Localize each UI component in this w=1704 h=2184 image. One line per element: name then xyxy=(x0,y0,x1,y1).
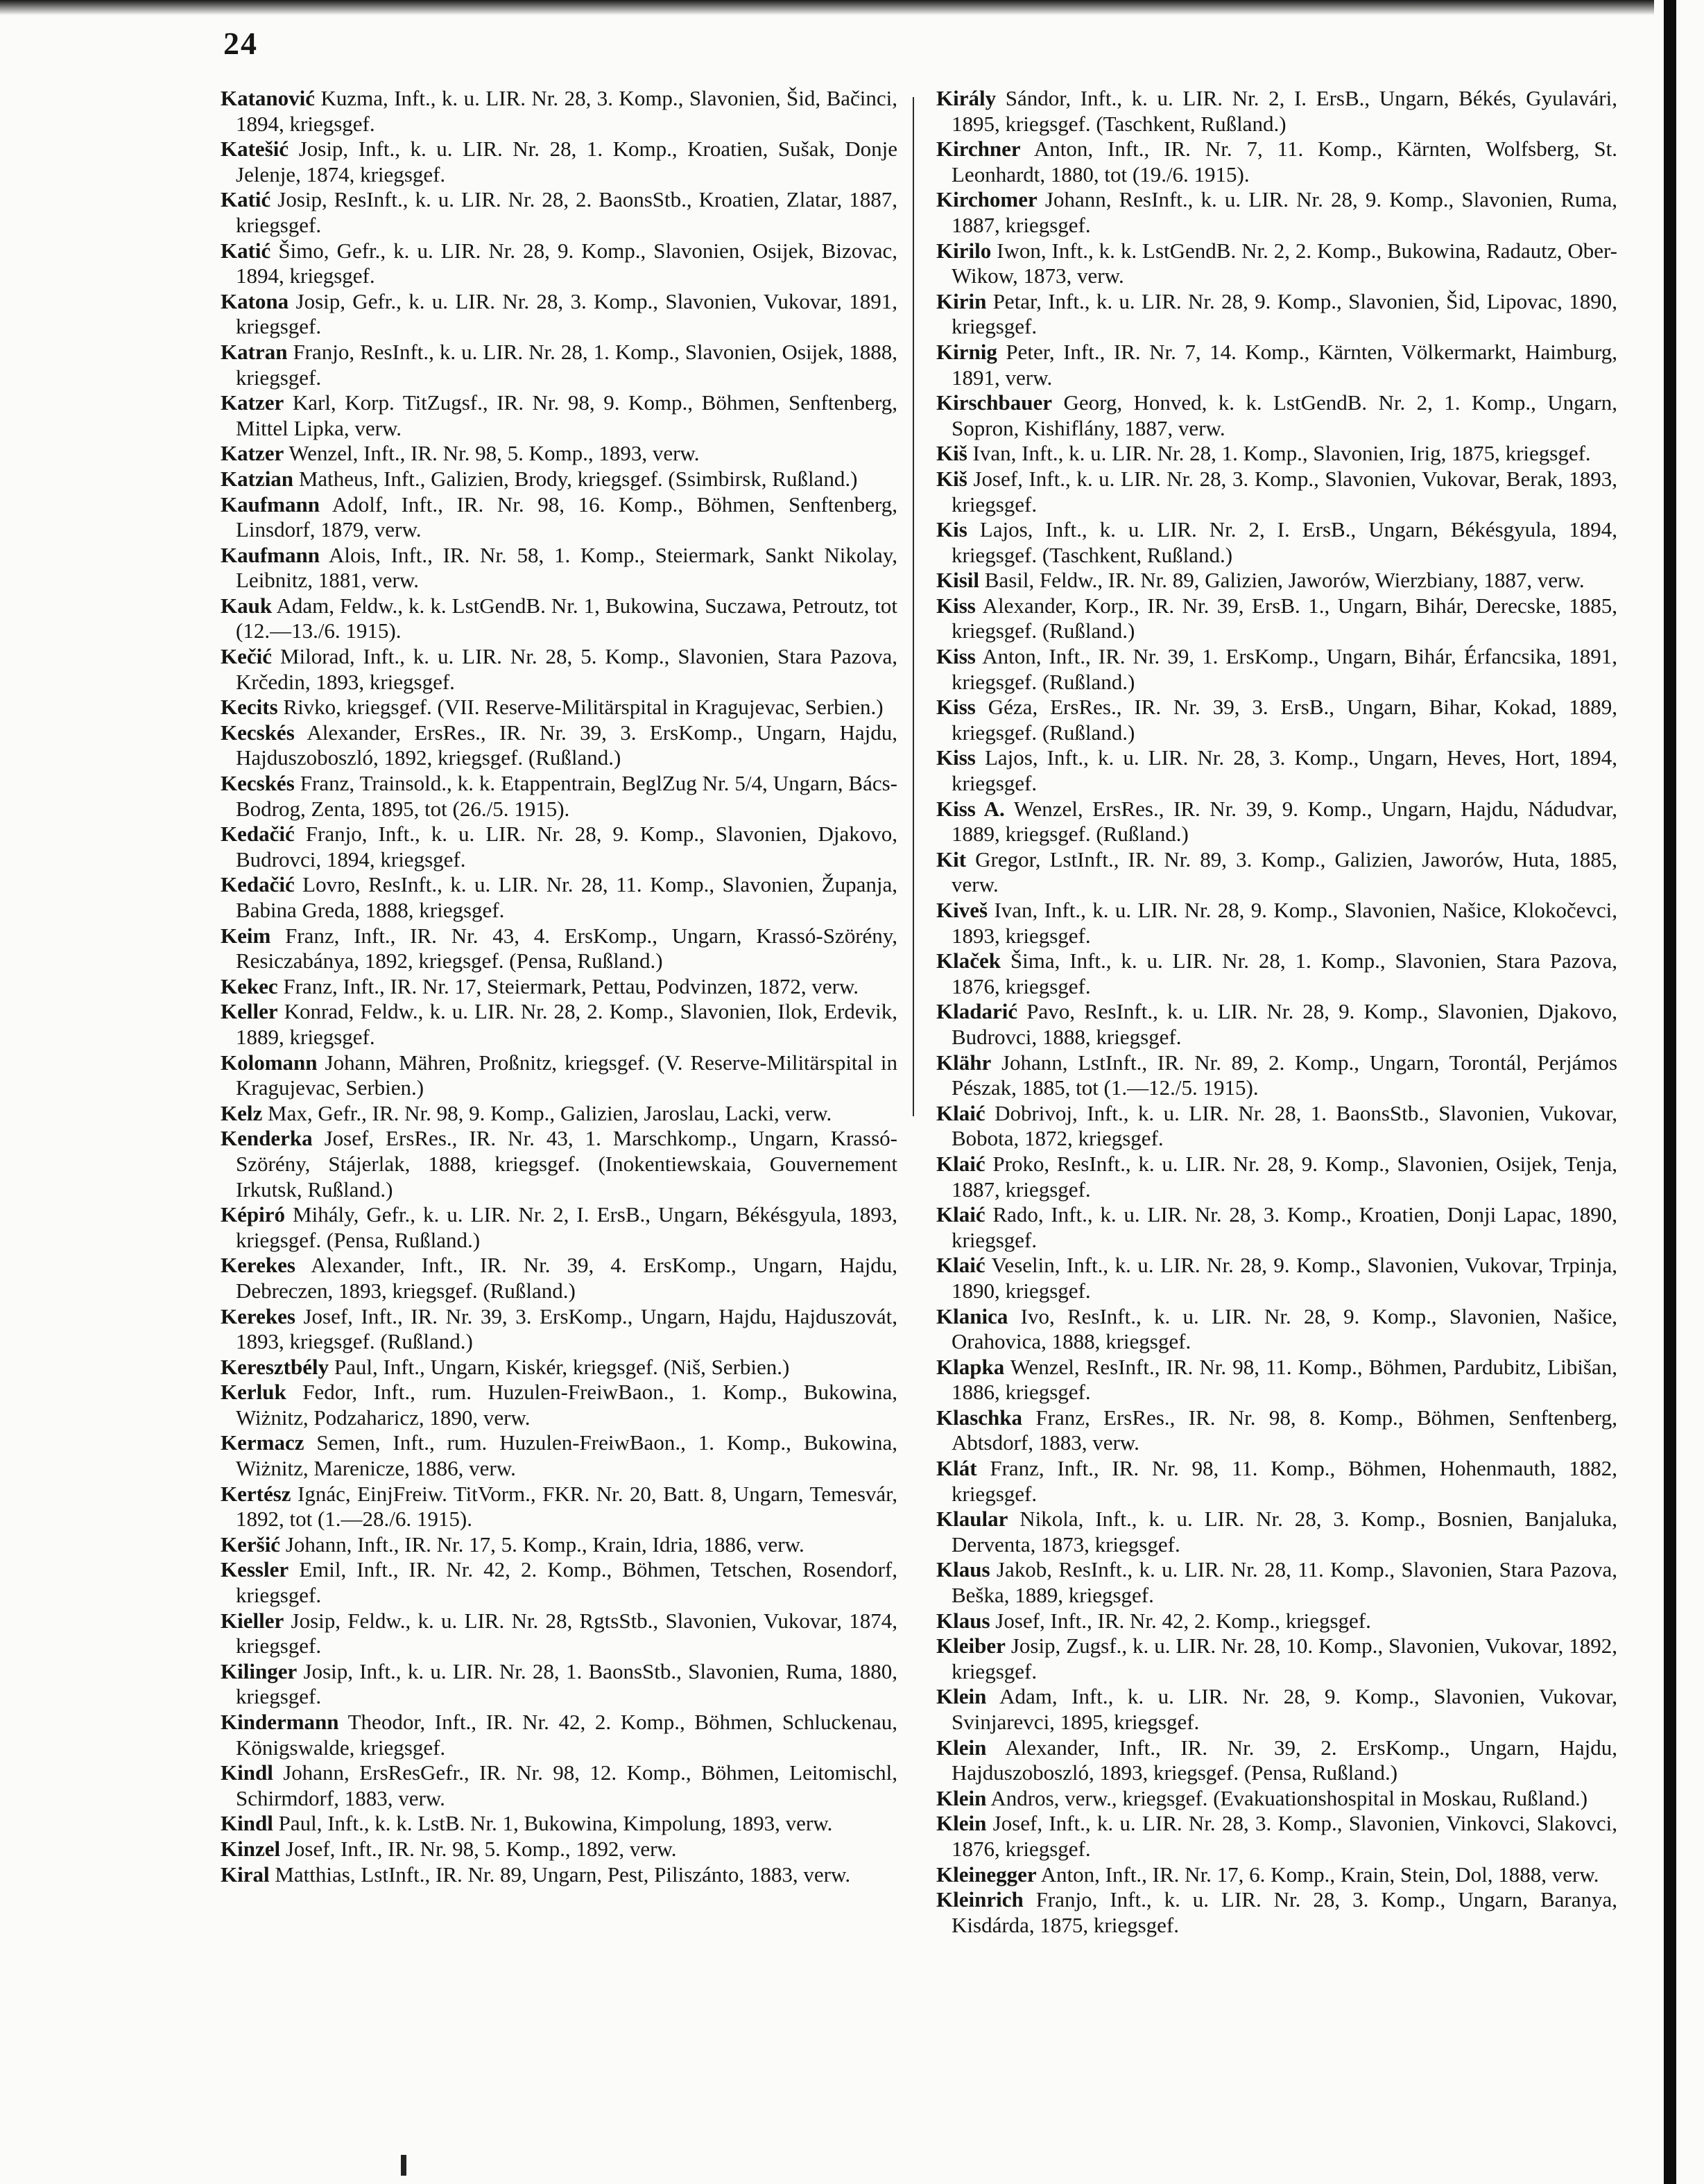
entry-details: Johann, ErsResGefr., IR. Nr. 98, 12. Komp., Böhmen, Leitomischl, Schirmdorf, 1883, verw. xyxy=(236,1760,897,1810)
column-divider xyxy=(913,97,914,1116)
register-entry xyxy=(936,593,1617,644)
entry-surname: Katzian xyxy=(221,466,294,491)
entry-details: Šimo, Gefr., k. u. LIR. Nr. 28, 9. Komp., Slavonien, Osijek, Bizovac, 1894, kriegsgef. xyxy=(236,238,898,288)
register-entry xyxy=(221,1862,897,1888)
entry-details: Adolf, Inft., IR. Nr. 98, 16. Komp., Böhmen, Senftenberg, Linsdorf, 1879, verw. xyxy=(236,492,897,542)
entry-surname: Kiral xyxy=(221,1862,270,1887)
left-column xyxy=(221,86,897,1887)
entry-details: Sándor, Inft., k. u. LIR. Nr. 2, I. ErsB., Ungarn, Békés, Gyulavári, 1895, kriegsgef. (Taschkent, Rußland.) xyxy=(952,86,1617,136)
entry-details: Franz, Inft., IR. Nr. 98, 11. Komp., Böhmen, Hohenmauth, 1882, kriegsgef. xyxy=(952,1456,1618,1506)
register-entry xyxy=(221,239,897,289)
register-entry xyxy=(221,720,897,771)
entry-details: Johann, Inft., IR. Nr. 17, 5. Komp., Krain, Idria, 1886, verw. xyxy=(285,1532,804,1557)
register-entry xyxy=(936,1811,1617,1862)
entry-surname: Kleinrich xyxy=(936,1887,1024,1912)
entry-details: Peter, Inft., IR. Nr. 7, 14. Komp., Kärnten, Völkermarkt, Haimburg, 1891, verw. xyxy=(952,339,1617,390)
entry-details: Gregor, LstInft., IR. Nr. 89, 3. Komp., Galizien, Jaworów, Huta, 1885, verw. xyxy=(952,847,1617,897)
register-entry xyxy=(221,822,897,872)
entry-surname: Klein xyxy=(936,1811,987,1836)
entry-surname: Klein xyxy=(936,1785,987,1810)
entry-surname: Kieller xyxy=(221,1608,284,1633)
entry-surname: Kleiber xyxy=(936,1633,1006,1658)
entry-surname: Keim xyxy=(221,923,271,948)
register-entry xyxy=(936,847,1617,898)
register-entry xyxy=(221,441,897,467)
entry-surname: Klaus xyxy=(936,1608,990,1633)
entry-details: Paul, Inft., Ungarn, Kiskér, kriegsgef. (Niš, Serbien.) xyxy=(334,1354,790,1379)
entry-details: Josip, Gefr., k. u. LIR. Nr. 28, 3. Komp., Slavonien, Vukovar, 1891, kriegsgef. xyxy=(236,288,897,339)
entry-details: Mihály, Gefr., k. u. LIR. Nr. 2, I. ErsB., Ungarn, Békésgyula, 1893, kriegsgef. (Pensa, Rußland.) xyxy=(236,1202,897,1252)
entry-surname: Klát xyxy=(936,1456,977,1481)
entry-details: Josip, Feldw., k. u. LIR. Nr. 28, RgtsStb., Slavonien, Vukovar, 1874, kriegsgef. xyxy=(236,1608,897,1658)
entry-details: Anton, Inft., IR. Nr. 17, 6. Komp., Krain, Stein, Dol, 1888, verw. xyxy=(1040,1862,1599,1887)
entry-details: Basil, Feldw., IR. Nr. 89, Galizien, Jaworów, Wierzbiany, 1887, verw. xyxy=(984,568,1585,593)
entry-surname: Klein xyxy=(936,1684,987,1709)
entry-details: Ivo, ResInft., k. u. LIR. Nr. 28, 9. Komp., Slavonien, Našice, Orahovica, 1888, kriegsgef. xyxy=(952,1303,1617,1354)
register-entry xyxy=(221,1304,897,1355)
entry-details: Lajos, Inft., k. u. LIR. Nr. 28, 3. Komp., Ungarn, Heves, Hort, 1894, kriegsgef. xyxy=(952,745,1617,796)
register-entry xyxy=(221,1710,897,1760)
entry-surname: Klaschka xyxy=(936,1405,1023,1430)
register-entry xyxy=(936,137,1617,187)
entry-details: Franjo, ResInft., k. u. LIR. Nr. 28, 1. Komp., Slavonien, Osijek, 1888, kriegsgef. xyxy=(236,339,897,390)
register-entry xyxy=(221,1355,897,1380)
right-column xyxy=(936,86,1617,1938)
register-entry xyxy=(936,1735,1617,1786)
register-entry xyxy=(221,1659,897,1710)
entry-details: Proko, ResInft., k. u. LIR. Nr. 28, 9. Komp., Slavonien, Osijek, Tenja, 1887, kriegsgef. xyxy=(952,1151,1618,1202)
register-entry xyxy=(221,1126,897,1202)
entry-surname: Kiš xyxy=(936,466,967,491)
entry-surname: Kenderka xyxy=(221,1126,313,1151)
entry-details: Theodor, Inft., IR. Nr. 42, 2. Komp., Böhmen, Schluckenau, Königswalde, kriegsgef. xyxy=(236,1710,897,1760)
register-entry xyxy=(936,898,1617,948)
entry-surname: Katić xyxy=(221,238,271,263)
register-entry xyxy=(221,1760,897,1811)
register-entry xyxy=(936,289,1617,340)
register-entry xyxy=(936,745,1617,796)
entry-surname: Keršić xyxy=(221,1532,281,1557)
entry-surname: Kermacz xyxy=(221,1430,304,1455)
register-entry xyxy=(221,390,897,441)
register-entry xyxy=(936,1355,1617,1405)
register-entry xyxy=(221,974,897,1000)
register-entry xyxy=(221,924,897,974)
register-entry xyxy=(221,1253,897,1303)
entry-details: Andros, verw., kriegsgef. (Evakuationshospital in Moskau, Rußland.) xyxy=(990,1785,1588,1810)
register-entry xyxy=(936,441,1617,467)
register-entry xyxy=(936,517,1617,568)
register-entry xyxy=(936,1633,1617,1684)
entry-surname: Kit xyxy=(936,847,967,872)
register-entry xyxy=(936,1862,1617,1888)
entry-surname: Klein xyxy=(936,1735,987,1760)
register-entry xyxy=(936,1202,1617,1253)
entry-details: Franz, Inft., IR. Nr. 17, Steiermark, Pettau, Podvinzen, 1872, verw. xyxy=(283,973,859,998)
entry-surname: Kiss xyxy=(936,695,976,720)
register-entry xyxy=(936,644,1617,695)
register-entry xyxy=(221,593,897,644)
entry-surname: Klaus xyxy=(936,1557,990,1582)
entry-details: Franz, ErsRes., IR. Nr. 98, 8. Komp., Böhmen, Senftenberg, Abtsdorf, 1883, verw. xyxy=(952,1405,1617,1455)
entry-surname: Kiveš xyxy=(936,898,988,922)
entry-surname: Katić xyxy=(221,187,271,212)
entry-surname: Kedačić xyxy=(221,872,295,897)
register-entry xyxy=(936,467,1617,517)
entry-details: Karl, Korp. TitZugsf., IR. Nr. 98, 9. Komp., Böhmen, Senftenberg, Mittel Lipka, verw. xyxy=(236,390,897,440)
entry-surname: Kisil xyxy=(936,568,980,593)
entry-surname: Kis xyxy=(936,517,967,542)
register-entry xyxy=(936,797,1617,847)
entry-details: Franz, Trainsold., k. k. Etappentrain, BeglZug Nr. 5/4, Ungarn, Bács-Bodrog, Zenta, 1895, tot (26./5. 1915). xyxy=(236,771,897,821)
entry-surname: Kecskés xyxy=(221,720,295,745)
register-entry xyxy=(936,948,1617,999)
register-entry xyxy=(936,1304,1617,1355)
entry-surname: Kertész xyxy=(221,1481,291,1506)
register-entry xyxy=(221,1557,897,1608)
entry-details: Josip, ResInft., k. u. LIR. Nr. 28, 2. BaonsStb., Kroatien, Zlatar, 1887, kriegsgef. xyxy=(236,187,898,237)
entry-details: Rivko, kriegsgef. (VII. Reserve-Militärspital in Kragujevac, Serbien.) xyxy=(283,695,884,720)
entry-surname: Katzer xyxy=(221,390,284,415)
entry-surname: Kindl xyxy=(221,1811,273,1836)
register-entry xyxy=(936,1405,1617,1456)
register-entry xyxy=(221,1609,897,1659)
register-entry xyxy=(221,340,897,390)
entry-details: Alexander, Inft., IR. Nr. 39, 2. ErsKomp., Ungarn, Hajdu, Hajduszoboszló, 1893, kriegsgef. (Pensa, Rußland.) xyxy=(952,1735,1618,1785)
scan-right-edge xyxy=(1654,0,1704,2184)
entry-surname: Klaić xyxy=(936,1202,986,1227)
entry-details: Šima, Inft., k. u. LIR. Nr. 28, 1. Komp., Slavonien, Stara Pazova, 1876, kriegsgef. xyxy=(952,948,1617,998)
entry-surname: Kedačić xyxy=(221,822,295,847)
register-entry xyxy=(221,1532,897,1558)
register-entry xyxy=(936,340,1617,390)
entry-surname: Kaufmann xyxy=(221,492,320,517)
entry-surname: Kindermann xyxy=(221,1710,339,1734)
entry-surname: Katzer xyxy=(221,441,284,466)
entry-surname: Keller xyxy=(221,999,278,1024)
entry-surname: Kilinger xyxy=(221,1658,298,1683)
entry-surname: Képiró xyxy=(221,1202,285,1227)
register-entry xyxy=(221,1380,897,1430)
entry-details: Josef, Inft., IR. Nr. 39, 3. ErsKomp., Ungarn, Hajdu, Hajduszovát, 1893, kriegsgef. (Rußland.) xyxy=(236,1303,897,1354)
register-entry xyxy=(936,1609,1617,1634)
entry-surname: Kirnig xyxy=(936,339,997,364)
entry-surname: Klaić xyxy=(936,1253,986,1278)
entry-details: Josip, Inft., k. u. LIR. Nr. 28, 1. Komp., Kroatien, Sušak, Donje Jelenje, 1874, kriegsgef. xyxy=(236,137,898,187)
entry-details: Nikola, Inft., k. u. LIR. Nr. 28, 3. Komp., Bosnien, Banjaluka, Derventa, 1873, kriegsgef. xyxy=(952,1507,1617,1557)
entry-details: Semen, Inft., rum. Huzulen-FreiwBaon., 1. Komp., Bukowina, Wiżnitz, Marenicze, 1886, verw. xyxy=(236,1430,898,1481)
entry-details: Josip, Zugsf., k. u. LIR. Nr. 28, 10. Komp., Slavonien, Vukovar, 1892, kriegsgef. xyxy=(952,1633,1618,1683)
register-entry xyxy=(936,999,1617,1050)
entry-surname: Klapka xyxy=(936,1354,1005,1379)
register-entry xyxy=(221,86,897,137)
entry-details: Ignác, EinjFreiw. TitVorm., FKR. Nr. 20, Batt. 8, Ungarn, Temesvár, 1892, tot (1.—28./6. 1915). xyxy=(236,1481,898,1532)
register-entry xyxy=(221,1837,897,1862)
entry-details: Adam, Feldw., k. k. LstGendB. Nr. 1, Bukowina, Suczawa, Petroutz, tot (12.—13./6. 1915). xyxy=(236,593,897,643)
register-entry xyxy=(936,1887,1617,1938)
entry-details: Pavo, ResInft., k. u. LIR. Nr. 28, 9. Komp., Slavonien, Djakovo, Budrovci, 1888, kriegsgef. xyxy=(952,999,1617,1049)
register-entry xyxy=(221,492,897,543)
register-entry xyxy=(936,1456,1617,1507)
entry-details: Konrad, Feldw., k. u. LIR. Nr. 28, 2. Komp., Slavonien, Ilok, Erdevik, 1889, kriegsgef. xyxy=(236,999,898,1049)
entry-surname: Kiss xyxy=(936,644,976,669)
entry-details: Wenzel, ResInft., IR. Nr. 98, 11. Komp., Böhmen, Pardubitz, Libišan, 1886, kriegsgef. xyxy=(952,1354,1617,1405)
entry-details: Josef, Inft., IR. Nr. 98, 5. Komp., 1892, verw. xyxy=(285,1836,677,1861)
entry-surname: Kirilo xyxy=(936,238,992,263)
entry-surname: Kekec xyxy=(221,973,278,998)
entry-surname: Kelz xyxy=(221,1100,263,1125)
entry-surname: Kladarić xyxy=(936,999,1018,1024)
register-entry xyxy=(936,390,1617,441)
entry-details: Georg, Honved, k. k. LstGendB. Nr. 2, 1. Komp., Ungarn, Sopron, Kishiflány, 1887, verw. xyxy=(952,390,1617,440)
entry-details: Alexander, Korp., IR. Nr. 39, ErsB. 1., Ungarn, Bihár, Derecske, 1885, kriegsgef. (Rußland.) xyxy=(952,593,1618,643)
entry-surname: Kleinegger xyxy=(936,1862,1037,1887)
entry-details: Iwon, Inft., k. k. LstGendB. Nr. 2, 2. Komp., Bukowina, Radautz, Ober-Wikow, 1873, verw. xyxy=(952,238,1617,288)
entry-details: Jakob, ResInft., k. u. LIR. Nr. 28, 11. Komp., Slavonien, Stara Pazova, Beška, 1889, kriegsgef. xyxy=(952,1557,1617,1608)
entry-surname: Király xyxy=(936,86,997,110)
entry-surname: Kecits xyxy=(221,695,278,720)
entry-details: Franjo, Inft., k. u. LIR. Nr. 28, 3. Komp., Ungarn, Baranya, Kisdárda, 1875, kriegsgef. xyxy=(952,1887,1617,1937)
entry-details: Johann, Mähren, Proßnitz, kriegsgef. (V. Reserve-Militärspital in Kragujevac, Serbien.) xyxy=(236,1050,898,1100)
register-entry xyxy=(936,695,1617,745)
entry-details: Lovro, ResInft., k. u. LIR. Nr. 28, 11. Komp., Slavonien, Županja, Babina Greda, 1888, kriegsgef. xyxy=(236,872,897,922)
register-entry xyxy=(221,289,897,340)
entry-surname: Katran xyxy=(221,339,288,364)
entry-details: Max, Gefr., IR. Nr. 98, 9. Komp., Galizien, Jaroslau, Lacki, verw. xyxy=(268,1100,832,1125)
entry-surname: Kirschbauer xyxy=(936,390,1053,415)
entry-surname: Kauk xyxy=(221,593,273,618)
register-entry xyxy=(936,239,1617,289)
entry-details: Lajos, Inft., k. u. LIR. Nr. 2, I. ErsB., Ungarn, Békésgyula, 1894, kriegsgef. (Taschkent, Rußland.) xyxy=(952,517,1618,567)
entry-details: Fedor, Inft., rum. Huzulen-FreiwBaon., 1. Komp., Bukowina, Wiżnitz, Podzaharicz, 1890, verw. xyxy=(236,1380,897,1430)
entry-details: Milorad, Inft., k. u. LIR. Nr. 28, 5. Komp., Slavonien, Stara Pazova, Krčedin, 1893, kriegsgef. xyxy=(236,644,897,694)
entry-surname: Kerekes xyxy=(221,1253,295,1278)
entry-surname: Kaufmann xyxy=(221,542,320,567)
entry-surname: Kirchner xyxy=(936,137,1021,162)
entry-details: Wenzel, ErsRes., IR. Nr. 39, 9. Komp., Ungarn, Hajdu, Nádudvar, 1889, kriegsgef. (Rußland.) xyxy=(952,796,1617,847)
entry-surname: Katanović xyxy=(221,86,316,110)
register-entry xyxy=(221,1050,897,1101)
register-entry xyxy=(936,1557,1617,1608)
entry-details: Ivan, Inft., k. u. LIR. Nr. 28, 9. Komp., Slavonien, Našice, Klokočevci, 1893, kriegsgef. xyxy=(952,898,1618,948)
page-number: 24 xyxy=(223,26,258,61)
entry-details: Adam, Inft., k. u. LIR. Nr. 28, 9. Komp., Slavonien, Vukovar, Svinjarevci, 1895, kriegsgef. xyxy=(952,1684,1617,1734)
entry-surname: Kinzel xyxy=(221,1836,281,1861)
register-entry xyxy=(221,187,897,238)
scan-border-bar xyxy=(1664,0,1676,2184)
entry-surname: Katešić xyxy=(221,137,289,162)
scan-top-edge xyxy=(0,0,1704,15)
entry-surname: Klanica xyxy=(936,1303,1008,1328)
entry-details: Johann, ResInft., k. u. LIR. Nr. 28, 9. Komp., Slavonien, Ruma, 1887, kriegsgef. xyxy=(952,187,1618,237)
entry-surname: Klaular xyxy=(936,1507,1008,1532)
entry-details: Franjo, Inft., k. u. LIR. Nr. 28, 9. Komp., Slavonien, Djakovo, Budrovci, 1894, kriegsgef. xyxy=(236,822,897,872)
entry-details: Josef, ErsRes., IR. Nr. 43, 1. Marschkomp., Ungarn, Krassó-Szörény, Stájerlak, 1888, kriegsgef. (Inokentiewskaia, Gouvernement Irkutsk, Rußland.) xyxy=(236,1126,897,1202)
entry-details: Emil, Inft., IR. Nr. 42, 2. Komp., Böhmen, Tetschen, Rosendorf, kriegsgef. xyxy=(236,1557,897,1608)
register-entry xyxy=(221,543,897,593)
entry-surname: Kirchomer xyxy=(936,187,1038,212)
entry-details: Johann, LstInft., IR. Nr. 89, 2. Komp., Ungarn, Torontál, Perjámos Pészak, 1885, tot (1.—12./5. 1915). xyxy=(952,1050,1618,1100)
entry-details: Alexander, Inft., IR. Nr. 39, 4. ErsKomp., Ungarn, Hajdu, Debreczen, 1893, kriegsgef. (Rußland.) xyxy=(236,1253,897,1303)
entry-details: Anton, Inft., IR. Nr. 39, 1. ErsKomp., Ungarn, Bihár, Érfancsika, 1891, kriegsgef. (Rußland.) xyxy=(952,644,1617,694)
entry-surname: Kiss xyxy=(936,745,976,770)
entry-surname: Keresztbély xyxy=(221,1354,329,1379)
register-entry xyxy=(936,187,1617,238)
entry-surname: Klaić xyxy=(936,1151,986,1176)
entry-details: Kuzma, Inft., k. u. LIR. Nr. 28, 3. Komp., Slavonien, Šid, Bačinci, 1894, kriegsgef. xyxy=(236,86,898,136)
register-entry xyxy=(221,1482,897,1532)
entry-surname: Kiss xyxy=(936,593,976,618)
register-entry xyxy=(936,1253,1617,1303)
entry-details: Anton, Inft., IR. Nr. 7, 11. Komp., Kärnten, Wolfsberg, St. Leonhardt, 1880, tot (19./6. 1915). xyxy=(952,137,1617,187)
entry-details: Alois, Inft., IR. Nr. 58, 1. Komp., Steiermark, Sankt Nikolay, Leibnitz, 1881, verw. xyxy=(236,542,897,593)
register-entry xyxy=(936,1786,1617,1812)
register-entry xyxy=(221,771,897,822)
entry-details: Dobrivoj, Inft., k. u. LIR. Nr. 28, 1. BaonsStb., Slavonien, Vukovar, Bobota, 1872, kriegsgef. xyxy=(952,1100,1618,1151)
register-entry xyxy=(221,1202,897,1253)
register-entry xyxy=(936,1684,1617,1735)
entry-details: Franz, Inft., IR. Nr. 43, 4. ErsKomp., Ungarn, Krassó-Szörény, Resiczabánya, 1892, kriegsgef. (Pensa, Rußland.) xyxy=(236,923,898,973)
entry-details: Josip, Inft., k. u. LIR. Nr. 28, 1. BaonsStb., Slavonien, Ruma, 1880, kriegsgef. xyxy=(236,1658,898,1709)
entry-details: Veselin, Inft., k. u. LIR. Nr. 28, 9. Komp., Slavonien, Vukovar, Trpinja, 1890, kriegsgef. xyxy=(952,1253,1617,1303)
register-entry xyxy=(221,999,897,1050)
entry-details: Matthias, LstInft., IR. Nr. 89, Ungarn, Pest, Piliszánto, 1883, verw. xyxy=(275,1862,851,1887)
entry-details: Rado, Inft., k. u. LIR. Nr. 28, 3. Komp., Kroatien, Donji Lapac, 1890, kriegsgef. xyxy=(952,1202,1618,1252)
register-entry xyxy=(221,467,897,492)
register-entry xyxy=(221,1430,897,1481)
entry-surname: Kirin xyxy=(936,288,987,313)
entry-surname: Kečić xyxy=(221,644,273,669)
entry-surname: Kiš xyxy=(936,441,967,466)
entry-details: Josef, Inft., IR. Nr. 42, 2. Komp., kriegsgef. xyxy=(995,1608,1371,1633)
entry-surname: Kiss A. xyxy=(936,796,1005,821)
entry-details: Ivan, Inft., k. u. LIR. Nr. 28, 1. Komp., Slavonien, Irig, 1875, kriegsgef. xyxy=(972,441,1591,466)
register-entry xyxy=(936,1507,1617,1557)
entry-surname: Klaček xyxy=(936,948,1001,973)
scan-bottom-mark xyxy=(401,2155,406,2176)
register-entry xyxy=(936,86,1617,137)
register-entry xyxy=(221,1811,897,1837)
register-entry xyxy=(936,1152,1617,1202)
entry-surname: Katona xyxy=(221,288,289,313)
register-entry xyxy=(936,568,1617,593)
entry-surname: Kerluk xyxy=(221,1380,286,1405)
entry-surname: Kindl xyxy=(221,1760,273,1785)
entry-details: Alexander, ErsRes., IR. Nr. 39, 3. ErsKomp., Ungarn, Hajdu, Hajduszoboszló, 1892, kriegsgef. (Rußland.) xyxy=(236,720,897,770)
register-entry xyxy=(221,137,897,187)
entry-details: Paul, Inft., k. k. LstB. Nr. 1, Bukowina, Kimpolung, 1893, verw. xyxy=(278,1811,833,1836)
entry-details: Matheus, Inft., Galizien, Brody, kriegsgef. (Ssimbirsk, Rußland.) xyxy=(298,466,858,491)
register-entry xyxy=(221,872,897,923)
register-entry xyxy=(936,1050,1617,1101)
entry-surname: Kerekes xyxy=(221,1303,295,1328)
entry-surname: Kecskés xyxy=(221,771,295,796)
entry-surname: Klaić xyxy=(936,1100,986,1125)
register-entry xyxy=(221,1101,897,1127)
register-entry xyxy=(936,1101,1617,1152)
entry-details: Wenzel, Inft., IR. Nr. 98, 5. Komp., 1893, verw. xyxy=(289,441,700,466)
entry-details: Josef, Inft., k. u. LIR. Nr. 28, 3. Komp., Slavonien, Vinkovci, Slakovci, 1876, kriegsgef. xyxy=(952,1811,1618,1861)
entry-surname: Kessler xyxy=(221,1557,289,1582)
register-entry xyxy=(221,695,897,720)
register-entry xyxy=(221,644,897,695)
entry-details: Petar, Inft., k. u. LIR. Nr. 28, 9. Komp., Slavonien, Šid, Lipovac, 1890, kriegsgef. xyxy=(952,288,1618,339)
entry-surname: Kolomann xyxy=(221,1050,318,1075)
entry-surname: Klähr xyxy=(936,1050,992,1075)
entry-details: Géza, ErsRes., IR. Nr. 39, 3. ErsB., Ungarn, Bihar, Kokad, 1889, kriegsgef. (Rußland.) xyxy=(952,695,1617,745)
entry-details: Josef, Inft., k. u. LIR. Nr. 28, 3. Komp., Slavonien, Vukovar, Berak, 1893, kriegsgef. xyxy=(952,466,1618,517)
